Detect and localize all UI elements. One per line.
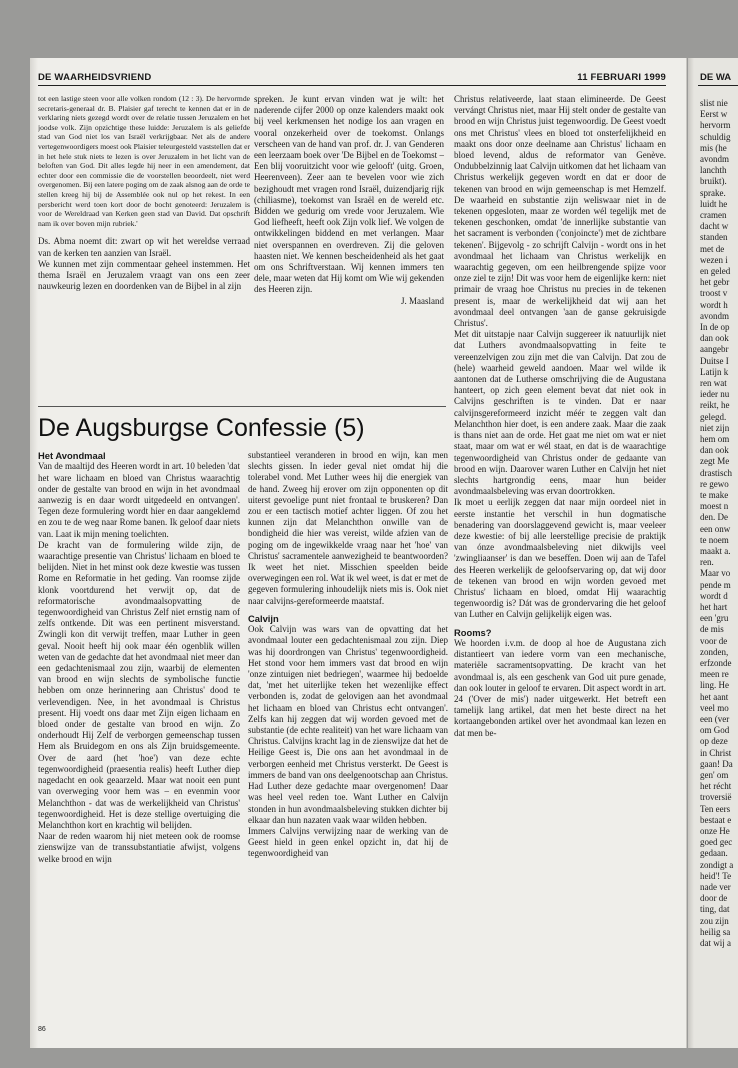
article-column-3 [454, 94, 666, 1034]
next-page-line: drastisch [700, 467, 732, 478]
paragraph: Christus relativeerde, laat staan elimineerde. De Geest vervángt Christus niet, maar Hij stelt onder de gestalte van brood en wijn Christus juist tegenwoordig. De Geest voedt ons met Christus' vlees en bloed tot onsterfelijkheid en maakt ons door onze deelname aan Christus' lichaam en bloed levend, aldus de reformator van Genève. Ondubbelzinnig laat Calvijn uitkomen dat het lichaam van Christus werkelijk gegeven wordt en dat er door de tekenen van brood en wijn gemeenschap is met Hemzelf. De waarheid en substantie zijn weliswaar niet in de tekenen opgesloten, maar ze worden wél tegelijk met de tekenen geschonken, omdat 'de innerlijke substantie van het sacrament is verbonden ('conjoincte') met de zichtbare tekenen'. Bijgevolg - zo schrijft Calvijn - wordt ons in het avondmaal het lichaam van Christus werkelijk en waarachtig gegeven, om een heilbrengende spijze voor onze ziel te zijn! Dit was voor hem de eigenlijke kern: niet primair de vraag hoe Christus nu precies in de tekenen present is, maar de werkelijkheid dat wij aan het avondmaal deel ontvangen 'aan de ganse gekruisigde Christus'. [454, 94, 666, 329]
next-page-line: en geled [700, 266, 731, 276]
next-page-line: aangebr [700, 344, 729, 355]
next-page-rule [698, 85, 738, 86]
next-page-line: gen' om [700, 770, 729, 780]
next-page-line: ieder nu [700, 389, 730, 400]
paragraph: Immers Calvijns verwijzing naar de werking van de Geest hield in geen enkel opzicht in, dat hij de tegenwoordigheid van [248, 825, 448, 859]
header-rule [38, 85, 666, 86]
paragraph: Ook Calvijn was wars van de opvatting dat het avondmaal louter een gedachtenismaal zou zijn. Diep was hij doordrongen van Christus' tegenwoordigheid. Het stond voor hem immers vast dat brood en wijn 'onze zintuigen niet bedriegen', waarmee hij bedoelde dat, 'met het uiterlijke teken het wezenlijke effect verbonden is, zodat de gelovigen aan het avondmaal het lichaam en bloed van Christus echt ontvangen'. Zelfs kan hij zeggen dat wij worden gevoed met de substantie (de echte realiteit) van het ware lichaam van Christus. Calvijns kracht lag in de zienswijze dat het de Heilige Geest is, Die ons aan het avondmaal in de verborgen eenheid met Christus versterkt. De Geest is immers de band van ons deelgenootschap aan Christus. Had Luther deze gedachte maar overgenomen! Daar was heel veel reden toe. Want Luther en Calvijn stonden in hun avondmaalsbeleving stukken dichter bij elkaar dan hun nazaten vaak waar wilden hebben. [248, 624, 448, 825]
next-page-line: veel mo [700, 702, 729, 713]
newspaper-page [30, 58, 686, 1048]
paragraph: We hoorden i.v.m. de doop al hoe de Augustana zich distantieert van iedere vorm van een mechanische, materiële sacramentsopvatting. De kracht van het avondmaal is, als een geschenk van God uit pure genade, dan ook louter in geloof te ervaren. Dit aspect wordt in art. 24 ('Over de mis') nader uitgewerkt. Het betreft een tamelijk lang artikel, dat men het beste direct na het kortaangebonden artikel over het avondmaal kan lezen en dat men be- [454, 637, 666, 738]
next-page-line: troversië [700, 792, 732, 803]
article-divider [38, 406, 446, 407]
next-page-line: heid'! Te [700, 870, 732, 881]
next-page-line: dan ook [700, 445, 729, 456]
paragraph: substantieel veranderen in brood en wijn, kan men slechts gissen. In ieder geval niet omdat hij die tolerabel vond. Met Luther wees hij die energiek van de hand. Zweeg hij erover om zijn opponenten op dit uiterst gevoelige punt niet frontaal te bruskeren? Dan zou er een tactisch motief achter liggen. Of zou het kunnen zijn dat Melanchthon onwille van de bondigheid die hier was vereist, wilde afzien van de poging om de ingewikkelde vraag naar het 'hoe' van Christus' sacramentele aanwezigheid te beantwoorden? Ik weet het niet. Misschien speelden beide overwegingen een rol. Wat ik wel weet, is dat er met de gegeven formulering inhoudelijk niets mis is. Ook niet naar calvijns-gereformeerde maatstaf. [248, 450, 448, 606]
page-gutter-shadow [30, 58, 38, 1048]
next-page-line: bestaat e [700, 814, 732, 825]
next-page-line: een onw [700, 523, 731, 534]
next-page-header: DE WA [700, 72, 732, 83]
section-heading: Rooms? [454, 626, 492, 638]
next-page-line: een 'gru [700, 613, 729, 624]
next-page-line: zou zijn [700, 915, 729, 926]
next-page-line: lanchth [700, 165, 727, 176]
next-page-line: wordt d [700, 590, 728, 601]
next-page-line: pende m [700, 579, 731, 590]
author-signature: J. Maasland [401, 295, 444, 306]
next-page-line: gelegd. [700, 411, 727, 422]
next-page-line: een (ver [700, 714, 730, 724]
next-page-line: Maar vo [700, 568, 731, 579]
next-page-line: ting, dat [700, 904, 730, 915]
next-page-line: ren wat [700, 378, 727, 388]
next-page-line: om God [700, 725, 730, 736]
next-page-line: voor de [700, 635, 728, 646]
next-page-line: meen re [700, 669, 729, 680]
next-page-line: dacht w [700, 221, 729, 232]
next-page-line: zondigt a [700, 859, 734, 870]
running-header [38, 70, 666, 86]
next-page-line: het récht [700, 781, 732, 792]
paragraph: We kunnen met zijn commentaar geheel instemmen. Het thema Israël en Jeruzalem vraagt van ons een zeer nauwkeurig lezen en doordenken van de Bijbel in al zijn [38, 258, 250, 292]
next-page-line: nade ver [700, 882, 731, 892]
next-page-line: maakt a. [700, 546, 731, 556]
paragraph: De kracht van de formulering wilde zijn, de waarachtige presentie van Christus' lichaam en bloed te belijden. Niet in het minst ook deze kwestie was tussen Rome en Reformatie in het geding. Van roomse zijde klonk voortdurend het verwijt op, dat de reformatorische avondmaalsopvatting de tegenwoordigheid van Christus Zelf niet ernstig nam of zelfs ontkende. Dit was een pertinent misverstand. Zwingli kon dit verwijt treffen, maar Luther in geen geval. Nooit heeft hij ook maar één ogenblik willen weten van de gedachte dat het avondmaal niet meer dan een gedachtenismaal zou zijn, waarbij de elementen van brood en wijn slechts de symbolische functie hebben om onze herinnering aan Christus' dood te verlevendigen. Nee, in het avondmaal is Christus present. Hij voedt ons daar met Zijn eigen lichaam en bloed onder de gestalte van brood en wijn. Zo onderhoudt Hij Zelf de verborgen gemeenschap tussen Hem als Bruidegom en ons als Zijn bruidsgemeente. Over de aard (het 'hoe') van deze echte tegenwoordigheid (praesentia realis) heeft Luther diep nagedacht en ook geaarzeld. Maar wat nooit een punt van overweging voor hem was – en evenmin voor Melanchthon - dat was de werkelijkheid van Christus' tegenwoordigheid. Het is deze stellige overtuiging die Melanchthon kort en krachtig wil belijden. [38, 539, 240, 830]
next-page-edge [688, 58, 738, 1048]
section-heading: Het Avondmaal [38, 450, 106, 461]
next-page-line: heilig sa [700, 926, 731, 937]
next-page-line: mis (he [700, 142, 727, 153]
next-page-line: te noem [700, 534, 729, 545]
next-page-line: op deze [700, 736, 728, 747]
next-page-line: avondm [700, 310, 729, 321]
next-page-line: reikt, he [700, 400, 730, 411]
publication-name: DE WAARHEIDSVRIEND [38, 72, 152, 83]
paragraph: Van de maaltijd des Heeren wordt in art. 10 beleden 'dat het ware lichaam en bloed van Christus waarachtig onder de gestalte van brood en wijn in het avondmaal aanwezig is en daar wordt uitgedeeld en ontvangen'. Tegen deze formulering wordt hier en daar aangeklemd en zou te de weg naar Rome banen. Ik geloof daar niets van. Laat ik mijn mening toelichten. [38, 461, 240, 539]
next-page-line: den. De [700, 512, 728, 523]
next-page-line: Duitse I [700, 355, 729, 366]
next-page-line: in Christ [700, 747, 732, 758]
next-page-line: avondm [700, 154, 729, 164]
paragraph: Ds. Abma noemt dit: zwart op wit het wereldse verraad van de kerken ten aanzien van Israël. [38, 236, 250, 258]
next-page-line: zegt Me [700, 456, 730, 467]
section-heading: Calvijn [248, 612, 279, 624]
next-page-line: het gebr [700, 277, 730, 288]
page-number: 86 [38, 1026, 46, 1033]
next-page-line: schuldig [700, 131, 731, 142]
paragraph: Ik moet u eerlijk zeggen dat naar mijn oordeel niet in eerste instantie het verschil in hun dogmatische benadering van doorslaggevend gewicht is, maar veeleer deze kwestie: of bij alle leerstellige precisie de praktijk van ónze avondmaalsbeleving niet dikwijls veel 'zwingliaanser' is dan we beseffen. Doen wij aan de Tafel des Heeren werkelijk de geloofservaring op, dat wij door de tekenen van brood en wijn worden gevoed met Christus' lichaam en bloed, omdat Hij waarachtig tegenwoordig is? Dát was de grondervaring die het geloof van Luther en Calvijn gelijkelijk eigen was. [454, 497, 666, 620]
paragraph: Naar de reden waarom hij niet meteen ook de roomse zienswijze van de transsubstantiatie afwijst, volgens welke brood en wijn [38, 831, 240, 864]
next-page-line: gaan! Da [700, 758, 733, 769]
paragraph: spreken. Je kunt ervan vinden wat je wilt: het naderende cijfer 2000 op onze kalenders maakt ook bij veel kerkmensen het nodige los aan vragen en vooral onzekerheid over de toekomst. Onlangs verscheen van de hand van prof. dr. J. van Genderen een leerzaam boek over 'De Bijbel en de Toekomst – Een blij vooruitzicht voor wie gelooft' (uitg. Groen, Heerenveen). Zeer aan te bevelen voor wie zich bezighoudt met vragen rond Israël, duizendjarig rijk (chiliasme), toekomst van Israël en de wereld etc. Bidden we gedurig om vrede voor Jeruzalem. Wie God liefheeft, heeft ook Zijn volk lief. We volgen de ontwikkelingen biddend en met verlangen. Maar niet overspannen en overdreven. Zij die geloven haasten niet. We kennen bescheidenheid als het gaat om ons Schriftverstaan. Wij kennen immers ten dele, maar weten dat Hij komt om Wie wij gekenden des Heeren zijn. [254, 94, 444, 295]
next-page-line: wordt h [700, 299, 728, 310]
article-title: De Augsburgse Confessie (5) [38, 414, 365, 442]
next-page-line: met de [700, 243, 725, 254]
next-page-line: ling. He [700, 680, 729, 691]
next-page-line: te make [700, 490, 729, 500]
issue-date: 11 FEBRUARI 1999 [577, 72, 666, 83]
next-page-line: dan ook [700, 333, 729, 344]
next-page-line: gedaan. [700, 848, 728, 859]
next-page-line: sprake. [700, 187, 726, 198]
next-page-line: troost v [700, 288, 728, 299]
next-page-line: goed gec [700, 837, 733, 848]
next-page-line: wezen i [700, 254, 728, 265]
quoted-letter: tot een lastige steen voor alle volken rondom (12 : 3). De hervormde secretaris-generaal dr. B. Plaisier gaf terecht te kennen dat er in de verklaring niets gezegd wordt over de relatie tussen Jeruzalem en het joodse volk. Zijn opzichtige these luidde: Jeruzalem is als geliefde stad van God niet los van Israël verkrijgbaar. Net als de andere vertegenwoordigers moest ook Plaisier teleurgesteld vaststellen dat er in het hele stuk niets te lezen is over Jeruzalem in het licht van de beloften van God. Dit alles legde hij neer in een amendement, dat echter door een commissie die de voorstellen beoordeelt, niet werd overgenomen. Bij een latere poging om de zaak alsnog aan de orde te stellen kreeg hij bij de Assemblée ook nul op het rekest. In een persbericht werd toen kort door de bocht genoteerd: Jeruzalem is voor de Wereldraad van Kerken geen stad van David. Dat opschrift nam ik over boven mijn rubriek.' [38, 94, 250, 228]
next-page-line: ren. [700, 557, 714, 568]
next-page-line: standen [700, 232, 728, 243]
next-page-line: door de [700, 893, 728, 904]
next-page-line: Ten eers [700, 803, 731, 814]
prev-article-column-1 [38, 94, 250, 292]
next-page-line: moest n [700, 501, 729, 512]
next-page-line: In de op [700, 322, 730, 332]
article-column-2 [248, 450, 448, 1005]
prev-article-column-2 [254, 94, 444, 307]
next-page-line: zonden, [700, 646, 729, 657]
next-page-line: Latijn k [700, 366, 729, 377]
next-page-line: de mis [700, 624, 724, 635]
next-page-line: niet zijn [700, 422, 730, 433]
next-page-line: hervorm [700, 120, 731, 131]
next-page-line: onze He [700, 826, 730, 836]
next-page-line: hem om [700, 434, 730, 444]
next-page-line: cramen [700, 210, 727, 220]
next-page-line: slist nie [700, 98, 728, 108]
next-page-line: erfzonde [700, 658, 732, 668]
next-page-line: luidt he [700, 198, 728, 209]
paragraph: Met dit uitstapje naar Calvijn suggereer ik natuurlijk niet dat Luthers avondmaalsopvatting in feite te vereenzelvigen zou zijn met die van Calvijn. Dat zou de (hele) waarheid geweld aandoen. Maar wel wilde ik aantonen dat de Lutherse omschrijving die de Augustana hanteert, op zich geen element bevat dat niet ook in Calvijns geschriften is te vinden. Dat er naar calvijnsgereformeerd inzicht méér te zeggen valt dan Melanchthon hier doet, is een andere zaak. Maar die zaak is thans niet aan de orde. Het gaat me niet om wat er niet staat, maar om wat er wél staat, en dat is de waarachtige tegenwoordigheid van Christus onder de gedaante van brood en wijn. Daarover waren Luther en Calvijn het niet slechts hartgrondig eens, maar hun beider avondmaalsbeleving was ervan doortrokken. [454, 329, 666, 497]
next-page-line: het aant [700, 691, 729, 702]
next-page-line: bruikt). [700, 176, 727, 187]
next-page-line: dat wij a [700, 938, 731, 948]
next-page-line: Eerst w [700, 109, 728, 120]
next-page-line: het hart [700, 602, 728, 612]
article-column-1 [38, 450, 240, 1005]
next-page-line: re gewo [700, 478, 729, 489]
